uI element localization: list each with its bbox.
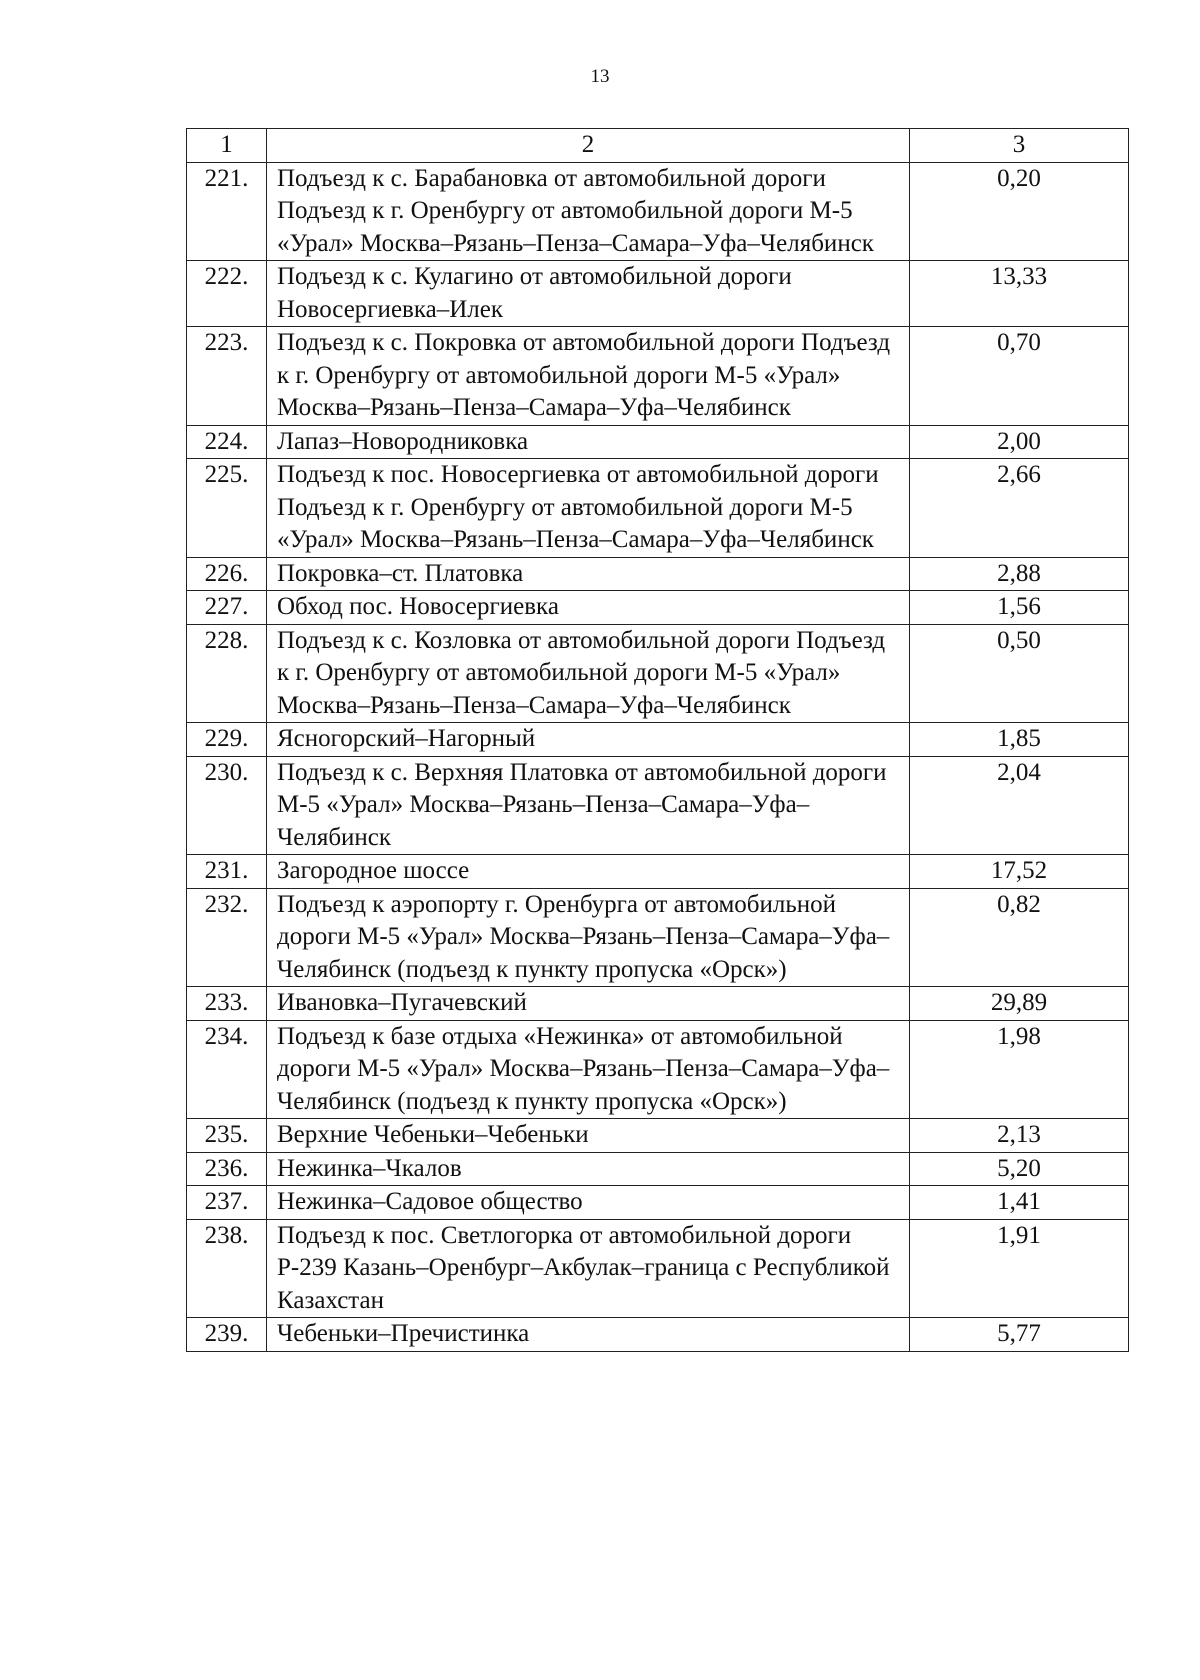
table-row xyxy=(187,624,1129,723)
row-number-cell: 227. xyxy=(187,591,267,625)
row-number-cell: 224. xyxy=(187,425,267,459)
length-value-cell: 1,41 xyxy=(910,1186,1129,1220)
length-value-cell: 13,33 xyxy=(910,261,1129,327)
table-row xyxy=(187,855,1129,889)
row-number-cell: 223. xyxy=(187,327,267,426)
page-number: 13 xyxy=(590,66,610,87)
table-row xyxy=(187,327,1129,426)
table-row xyxy=(187,1318,1129,1352)
road-name-cell: Подъезд к пос. Светлогорка от автомобильной дороги Р-239 Казань–Оренбург–Акбулак–граница с Республикой Казахстан xyxy=(267,1219,910,1318)
road-name-cell: Подъезд к с. Барабановка от автомобильной дороги Подъезд к г. Оренбургу от автомобильной дороги М-5 «Урал» Москва–Рязань–Пенза–Самара–Уфа–Челябинск xyxy=(267,162,910,261)
length-value-cell: 0,20 xyxy=(910,162,1129,261)
row-number-cell: 221. xyxy=(187,162,267,261)
table-row xyxy=(187,557,1129,591)
table-row xyxy=(187,987,1129,1021)
road-name-cell: Подъезд к базе отдыха «Нежинка» от автомобильной дороги М-5 «Урал» Москва–Рязань–Пенза–Самара–Уфа–Челябинск (подъезд к пункту пропуска «Орск») xyxy=(267,1020,910,1119)
header-cell-1: 1 xyxy=(187,129,267,163)
row-number-cell: 233. xyxy=(187,987,267,1021)
row-number-cell: 239. xyxy=(187,1318,267,1352)
table-row xyxy=(187,425,1129,459)
row-number-cell: 236. xyxy=(187,1152,267,1186)
road-name-cell: Подъезд к с. Кулагино от автомобильной дороги Новосергиевка–Илек xyxy=(267,261,910,327)
table-row xyxy=(187,1152,1129,1186)
length-value-cell: 1,56 xyxy=(910,591,1129,625)
header-cell-2: 2 xyxy=(267,129,910,163)
length-value-cell: 2,88 xyxy=(910,557,1129,591)
road-name-cell: Обход пос. Новосергиевка xyxy=(267,591,910,625)
row-number-cell: 229. xyxy=(187,723,267,757)
table-row xyxy=(187,1119,1129,1153)
length-value-cell: 0,82 xyxy=(910,888,1129,987)
row-number-cell: 232. xyxy=(187,888,267,987)
row-number-cell: 235. xyxy=(187,1119,267,1153)
length-value-cell: 2,04 xyxy=(910,756,1129,855)
row-number-cell: 238. xyxy=(187,1219,267,1318)
table-row xyxy=(187,261,1129,327)
table-row xyxy=(187,1186,1129,1220)
row-number-cell: 231. xyxy=(187,855,267,889)
length-value-cell: 1,98 xyxy=(910,1020,1129,1119)
table-row xyxy=(187,459,1129,558)
road-name-cell: Загородное шоссе xyxy=(267,855,910,889)
row-number-cell: 226. xyxy=(187,557,267,591)
road-name-cell: Ивановка–Пугачевский xyxy=(267,987,910,1021)
roads-table xyxy=(186,128,1129,1352)
row-number-cell: 225. xyxy=(187,459,267,558)
road-name-cell: Чебеньки–Пречистинка xyxy=(267,1318,910,1352)
road-name-cell: Нежинка–Садовое общество xyxy=(267,1186,910,1220)
road-name-cell: Подъезд к с. Козловка от автомобильной дороги Подъезд к г. Оренбургу от автомобильной дороги М-5 «Урал» Москва–Рязань–Пенза–Самара–Уфа–Челябинск xyxy=(267,624,910,723)
header-cell-3: 3 xyxy=(910,129,1129,163)
table-row xyxy=(187,1020,1129,1119)
table-row xyxy=(187,162,1129,261)
road-name-cell: Подъезд к с. Покровка от автомобильной дороги Подъезд к г. Оренбургу от автомобильной дороги М-5 «Урал» Москва–Рязань–Пенза–Самара–Уфа–Челябинск xyxy=(267,327,910,426)
road-name-cell: Покровка–ст. Платовка xyxy=(267,557,910,591)
road-name-cell: Нежинка–Чкалов xyxy=(267,1152,910,1186)
length-value-cell: 2,66 xyxy=(910,459,1129,558)
table-row xyxy=(187,756,1129,855)
table-row xyxy=(187,888,1129,987)
length-value-cell: 5,20 xyxy=(910,1152,1129,1186)
table-row xyxy=(187,723,1129,757)
road-name-cell: Подъезд к с. Верхняя Платовка от автомобильной дороги М-5 «Урал» Москва–Рязань–Пенза–Самара–Уфа–Челябинск xyxy=(267,756,910,855)
length-value-cell: 5,77 xyxy=(910,1318,1129,1352)
row-number-cell: 222. xyxy=(187,261,267,327)
row-number-cell: 228. xyxy=(187,624,267,723)
table-row xyxy=(187,591,1129,625)
length-value-cell: 0,70 xyxy=(910,327,1129,426)
length-value-cell: 2,13 xyxy=(910,1119,1129,1153)
length-value-cell: 0,50 xyxy=(910,624,1129,723)
road-name-cell: Подъезд к пос. Новосергиевка от автомобильной дороги Подъезд к г. Оренбургу от автомобильной дороги М-5 «Урал» Москва–Рязань–Пенза–Самара–Уфа–Челябинск xyxy=(267,459,910,558)
row-number-cell: 237. xyxy=(187,1186,267,1220)
row-number-cell: 230. xyxy=(187,756,267,855)
row-number-cell: 234. xyxy=(187,1020,267,1119)
road-name-cell: Лапаз–Новородниковка xyxy=(267,425,910,459)
road-name-cell: Ясногорский–Нагорный xyxy=(267,723,910,757)
length-value-cell: 17,52 xyxy=(910,855,1129,889)
length-value-cell: 1,91 xyxy=(910,1219,1129,1318)
table-header-row xyxy=(187,129,1129,163)
length-value-cell: 1,85 xyxy=(910,723,1129,757)
road-name-cell: Верхние Чебеньки–Чебеньки xyxy=(267,1119,910,1153)
table-row xyxy=(187,1219,1129,1318)
road-name-cell: Подъезд к аэропорту г. Оренбурга от автомобильной дороги М-5 «Урал» Москва–Рязань–Пенза–Самара–Уфа–Челябинск (подъезд к пункту пропуска «Орск») xyxy=(267,888,910,987)
length-value-cell: 2,00 xyxy=(910,425,1129,459)
length-value-cell: 29,89 xyxy=(910,987,1129,1021)
